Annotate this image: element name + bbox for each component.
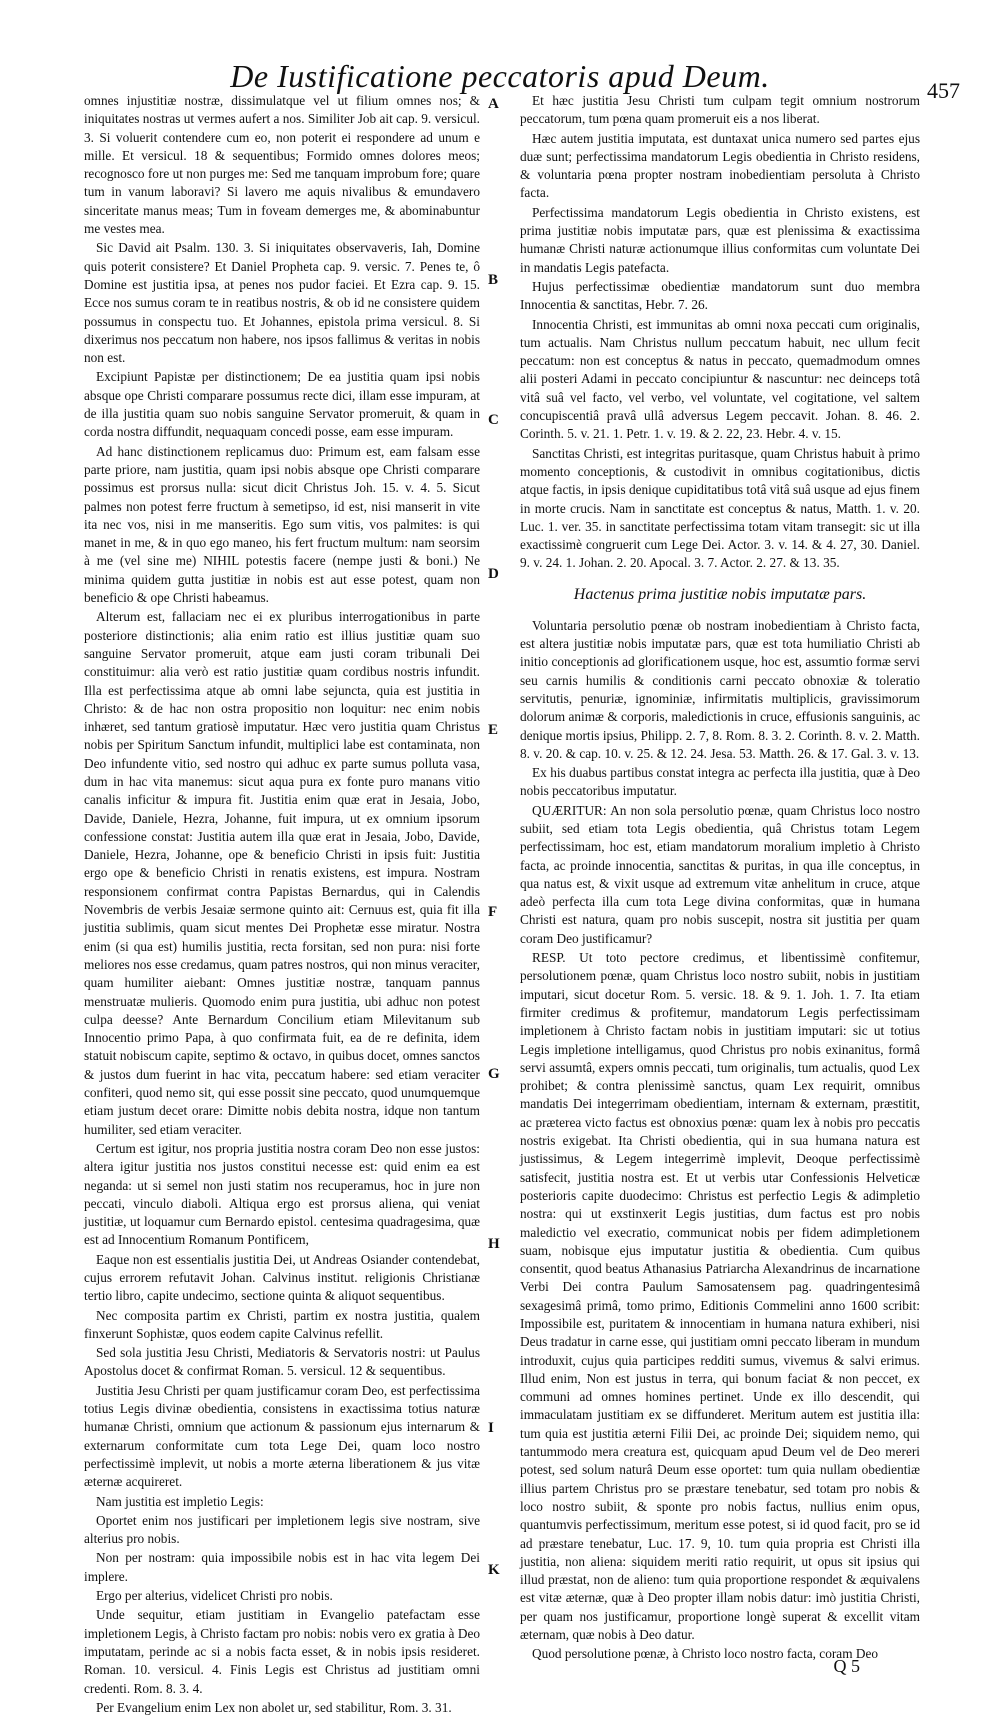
paragraph: Per Evangelium enim Lex non abolet ur, sed stabilitur, Rom. 3. 31. (96, 1699, 452, 1715)
paragraph: omnes injustitiæ nostræ, dissimulatque vel ut filium omnes nos; & iniquitates nostras ut vermes aufert a nos. Similiter Job ait cap. 9. versicul. 3. Si voluerit contendere cum eo, non poterit ei respondere ad unum e mille. Et versicul. 18 & sequentibus; Formido omnes dolores meos; recognosco fore ut non purges me: Sed me tanquam improbum fore; quare tum in vanum laboravi? Si lavero me aquis nivalibus & emundavero sinceritate manus meas; Tum in foveam demerges me, & abominabuntur me vestes mea. (84, 93, 480, 237)
margin-letter: F (488, 904, 498, 920)
left-column (84, 92, 480, 1718)
paragraph: Hujus perfectissimæ obedientiæ mandatorum sunt duo membra Innocentia & sanctitas, Hebr. 7. 26. (520, 278, 920, 313)
page-number: 457 (927, 78, 960, 103)
paragraph: Innocentia Christi, est immunitas ab omni noxa peccati cum originalis, tum actualis. Nam Christus nullum peccatum habuit, nec ullum fecit peccatum: non est conceptus & natus in peccato, quemadmodum omnes alii posteri Adami in peccato concipiuntur & nascuntur: nec deinceps totâ vitâ suâ vel facto, vel verbo, vel voluntate, vel cogitatione, vel saltem concupiscentiâ pravâ ullâ adversus Legem peccavit. Johan. 8. 46. 2. Corinth. 5. v. 21. 1. Petr. 1. v. 19. & 2. 22, 23. Hebr. 4. v. 15. (520, 316, 920, 442)
margin-letter: I (488, 1420, 494, 1436)
margin-letter: B (488, 272, 499, 288)
paragraph: Quod persolutione pœnæ, à Christo loco nostro facta, coram Deo (532, 1646, 879, 1662)
paragraph: Justitia Jesu Christi per quam justificamur coram Deo, est perfectissima totius Legis divinæ obedientia, consistens in exactissima totius naturæ humanæ Christi, omnium que actionum & passionum ejus internarum & externarum conformitate cum tota Lege Dei, quam loco nostro perfectissimè implevit, ut nobis a morte æterna liberationem & jus vitæ æternæ acquireret. (84, 1382, 480, 1490)
margin-letter: K (488, 1562, 500, 1578)
paragraph: Hæc autem justitia imputata, est duntaxat unica numero sed partes ejus duæ sunt; perfectissima mandatorum Legis obedientia in Christo residens, & voluntaria pœna propter nostram inobedientiam persoluta à Christo facta. (520, 130, 920, 201)
section-heading: Hactenus prima justitiæ nobis imputatæ pars. (573, 585, 867, 603)
margin-letter: D (488, 566, 499, 582)
paragraph: RESP. Ut toto pectore credimus, et libentissimè confitemur, persolutionem pœnæ, quam Christus loco nostro subiit, nobis in justitiam imputari, sicut docetur Rom. 5. versic. 18. & 9. 1. Joh. 1. 7. Ita etiam firmiter credimus & profitemur, mandatorum Legis perfectissimam impletionem à Christo factam nobis in justitiam imputari: sic ut totius Legis impletione intelligamus, quod Christus pro nobis exinanitus, formâ servi assumtâ, expers omnis peccati, tum originalis, tum actualis, quod Lex prohibet; & contra plenissimè sanctus, quam Lex requirit, omnibus mandatis Dei integerrimam obedientiam, internam & externam, præstitit, ac præterea victo factus est obnoxius pœnæ: quam lex à nobis pro peccatis nostris exigebat. Ita Christi obedientia, qui in sua humana natura est justissimus, & Legem integerrimè implevit, Deoque perfectissimè satisfecit, justitia nostra est. Et ut verbis utar Confessionis Helveticæ posterioris capite duodecimo: Christus est perfectio Legis & adimpletio nostra: qui ut exstinxerit Legis justitias, dum factus est pro nobis maledictio vel execratio, communicat nobis per fidem adimpletionem suam, nobisque ejus imputatur justitia & obedientia. Cum quibus consentit, quod beatus Athanasius Patriarcha Alexandrinus de incarnatione Verbi Dei contra Paulum Samosatensem pag. quadringentesimâ sexagesimâ primâ, tomo primo, Editionis Commelini anno 1600 scribit: Impossibile est, puritatem & innocentiam in humana natura exhiberi, nisi Deus tradatur in carne esse, qui justitiam omni peccato liberam in mundum introduxit, cujus quia participes redditi sumus, vivemus & salvi erimus. Illud enim, Non est justus in terra, qui bonum faciat & non peccet, ex communi ad omnes homines pertinet. Unde ex illo descendit, qui immaculatam justitiam ex se diffunderet. Meritum autem est justitia illa: tum quia est justitia æterni Filii Dei, ac proinde Dei; siquidem nemo, qui tantummodo mera creatura est, quicquam apud Deum vel de Deo mereri potest, sed solum naturâ Deum esse oportet: tum quia nullam obedientiæ illius partem Christus pro se præstare tenebatur, sed totam pro nobis & loco nostro subiit, & sponte pro nobis factus, nullius enim opus, quantumvis perfectissimum, meritum esse potest, si id quod facit, pro se id ad præstare tenebatur, Luc. 17. 9, 10. tum quia propria est Christi illa justitia, non aliena: siquidem meriti ratio requirit, ut opus sit ipsius qui illud præstat, non de alieno: tum quia proportione respondet & æquivalens est vitæ æternæ, quæ à Deo propter illam nobis datur: imò justitia Christi, per quam nos justificamur, proportione longè superat & excellit vitam æternam, quæ nobis à Deo datur. (520, 950, 920, 1643)
paragraph: Ergo per alterius, videlicet Christi pro nobis. (96, 1588, 333, 1604)
paragraph: Eaque non est essentialis justitia Dei, ut Andreas Osiander contendebat, cujus errorem refutavit Johan. Calvinus institut. religionis Christianæ tertio libro, capite undecimo, sectione quinta & aliquot sequentibus. (84, 1251, 480, 1304)
paragraph: Ex his duabus partibus constat integra ac perfecta illa justitia, quæ à Deo nobis peccatoribus imputatur. (520, 765, 920, 799)
paragraph: Et hæc justitia Jesu Christi tum culpam tegit omnium nostrorum peccatorum, tum pœna quam promeruit eis a nos liberat. (520, 93, 920, 127)
margin-letters (482, 0, 512, 1694)
paragraph: Unde sequitur, etiam justitiam in Evangelio patefactam esse impletionem Legis, à Christo factam pro nobis: nobis vero ex gratia à Deo imputatam, perinde ac si a nobis facta esset, & in nobis ipsis resideret. Roman. 10. versicul. 4. Finis Legis est Christus ad justitiam omni credenti. Rom. 8. 3. 4. (84, 1607, 480, 1696)
paragraph: Nec composita partim ex Christi, partim ex nostra justitia, qualem finxerunt Sophistæ, quos eodem capite Calvinus refellit. (84, 1307, 480, 1341)
margin-letter: G (488, 1066, 500, 1082)
paragraph: Ad hanc distinctionem replicamus duo: Primum est, eam falsam esse parte priore, nam justitia, quam ipsi nobis absque ope Christi comparare possimus est prorsus nulla: sicut dicit Christus Joh. 15. v. 4. 5. Sicut palmes non potest ferre fructum à semetipso, id est, nisi manserit in vite ita nec vos, nisi in me manseritis. Ego sum vitis, vos palmites: is qui manet in me, & in quo ego maneo, his fert fructum multum: nam seorsim à me (vel sine me) NIHIL potestis facere (nempe justi & boni.) Ne minima quidem gutta justitiæ in nobis est aut esse potest, quam non beneficio & ope Christi habeamus. (84, 443, 480, 606)
margin-letter: A (488, 96, 499, 112)
paragraph: Nam justitia est impletio Legis: (96, 1493, 264, 1509)
paragraph: QUÆRITUR: An non sola persolutio pœnæ, quam Christus loco nostro subiit, sed etiam tota Legis obedientia, quâ Christus totam Legem perfectissimam, hoc est, etiam mandatorum moralium impletio à Christo facta, ac proinde innocentia, sanctitas & puritas, in qua ille conceptus, in qua natus est, & vixit usque ad extremum vitæ anhelitum in cruce, atque adeò perfecta illa cum tota Lege divina conformitas, quæ in humana Christi est natura, quam pro nobis suscepit, nostra sit justitia per quam coram Deo justificamur? (520, 802, 920, 946)
margin-letter: E (488, 722, 499, 738)
paragraph: Excipiunt Papistæ per distinctionem; De ea justitia quam ipsi nobis absque ope Christi comparare possumus recte dici, illam esse impuram, at de illa justitia quam suo nobis sanguine Servator promeruit, & quam in corda nostra diffundit, nequaquam concedi posse, eam esse impuram. (84, 369, 480, 440)
paragraph: Sanctitas Christi, est integritas puritasque, quam Christus habuit à primo momento conceptionis, & custodivit in omnibus cogitationibus, dictis atque factis, in ipsis denique cupiditatibus totâ vitâ suâ usque ad ejus finem in morte crucis. Nam in sanctitate est conceptus & natus, Matth. 1. v. 20. Luc. 1. ver. 35. in sanctitate perfectissima totam vitam transegit: sic ut illa exactissimè congruerit cum Lege Dei. Actor. 3. v. 14. & 4. 27, 30. Daniel. 9. v. 24. 1. Johan. 2. 20. Apocal. 3. 7. Actor. 2. 27. & 13. 35. (520, 445, 920, 571)
paragraph: Non per nostram: quia impossibile nobis est in hac vita legem Dei implere. (84, 1550, 480, 1584)
paragraph: Certum est igitur, nos propria justitia nostra coram Deo non esse justos: altera igitur justitia nos justos constitui necesse est: quid enim ea est neganda: ut si semel non justi statim nos recuperamus, hoc in jure non peccati, vinculo diaboli. Altiqua ergo est prorsus aliena, qui veniat justitiæ, ut loquamur cum Bernardo epistol. centesima quadragesima, quæ est ad Innocentium Romanum Pontificem, (84, 1140, 480, 1248)
right-column (520, 92, 920, 1665)
paragraph: Sic David ait Psalm. 130. 3. Si iniquitates observaveris, Iah, Domine quis poterit consistere? Et Daniel Propheta cap. 9. versic. 7. Penes te, ô Domine est justitia ipsa, at penes nos pudor faciei. Et Ezra cap. 9. 15. Ecce nos sumus coram te in reatibus nostris, & ob id ne consistere quidem possumus in conspectu tuo. Et Johannes, epistola prima versicul. 8. Si dixerimus nos peccatum non habere, nos ipsos fallimus & veritas in nobis non est. (84, 240, 480, 366)
paragraph: Alterum est, fallaciam nec ei ex pluribus interrogationibus in parte posteriore distinctionis; alia enim ratio est illius justitiæ quam suo sanguine Servator promeruit, atque eam justi coram tribunali Dei constituimur: alia verò est ratio justitiæ quam cordibus nostris infundit. Illa est perfectissima atque ab omni labe sejuncta, quia est justitia in Christo: & de hac non ostra propositio non loquitur: nec enim nobis inhæret, sed tantum gratiosè imputatur. Hæc vero justitia quam Christus nobis per Spiritum Sanctum infundit, multiplici labe est contaminata, non Deo infundente vitio, sed nostro qui adhuc ex parte sumus polluta vasa, dum in hac vita manemus: sicut aqua pura ex fonte puro manans vitio canalis inficitur & impura fit. Justitia enim quæ erat in Jesaia, Jobo, Davide, Daniele, Hezra, Johanne, fuit impura, ut ex omnium ipsorum confessione constat: Justitia autem illa quæ erat in Jesaia, Jobo, Davide, Daniele, Hezra, Johanne, ope & beneficio Christi in ipsis fuit: Justitia ergo ope & beneficio Christi in renatis existens, est impura. Nostram responsionem confirmat contra Papistas Bernardus, qui in Calendis Novembris de verbis Jesaiæ sermone quinto ait: Cernuus est, quia fit illa justitia sublimis, quam sicut mentes Dei Prophetæ esse miratur. Nostra enim (si qua est) humilis justitia, recta forsitan, sed non pura: nisi forte meliores nos esse credamus, quam patres nostros, qui non minus veraciter, quam humiliter aiebant: Omnes justitiæ nostræ, tanquam pannus menstruatæ mulieris. Quomodo enim pura justitia, ubi adhuc non potest culpa deesse? Ante Bernardum Concilium etiam Milevitanum sub Innocentio primo Papa, à quo confirmata fuit, ea de re definita, idem statuit nobiscum capite, septimo & octavo, in quibus docet, omnes sanctos & justos dum fuerint in hac vita, peccatum habere: sed etiam veraciter confiteri, quod nemo sit, qui esse possit sine peccato, quod unumquemque etiam justum decet orare: Dimitte nobis debita nostra, idque non tantum humiliter, sed etiam veraciter. (84, 609, 480, 1137)
paragraph: Perfectissima mandatorum Legis obedientia in Christo existens, est prima justitiæ nobis imputatæ pars, quæ est plenissima & exactissima humanæ Christi naturæ actionumque illius conformitas cum voluntate Dei in mandatis Legis patefacta. (520, 204, 920, 275)
paragraph: Oportet enim nos justificari per impletionem legis sive nostram, sive alterius pro nobis. (84, 1512, 480, 1547)
margin-letter: C (488, 412, 499, 428)
running-title: De Iustificatione peccatoris apud Deum. (230, 58, 770, 94)
paragraph: Sed sola justitia Jesu Christi, Mediatoris & Servatoris nostri: ut Paulus Apostolus docet & confirmat Roman. 5. versicul. 12 & sequentibus. (84, 1345, 480, 1379)
signature-mark: Q 5 (833, 1656, 860, 1676)
margin-letter: H (488, 1236, 500, 1252)
paragraph: Voluntaria persolutio pœnæ ob nostram inobedientiam à Christo facta, est altera justitiæ nobis imputatæ pars, quæ est tota humiliatio Christi ab initio conceptionis ad glorificationem usque, hoc est, assumtio formæ servi seu carnis humilis & conditionis carni peccato obnoxiæ & toleratio servitutis, penuriæ, ignominiæ, infirmitatis multiplicis, gravissimorum dolorum animæ & corporis, maledictionis in cruce, effusionis sanguinis, ac denique mortis ipsius, Philipp. 2. 7, 8. Rom. 8. 3. 2. Corinth. 8. v. 2. Matth. 8. v. 20. & cap. 10. v. 25. & 12. 24. Jesa. 53. Matth. 26. & 17. Gal. 3. v. 13. (520, 617, 920, 761)
